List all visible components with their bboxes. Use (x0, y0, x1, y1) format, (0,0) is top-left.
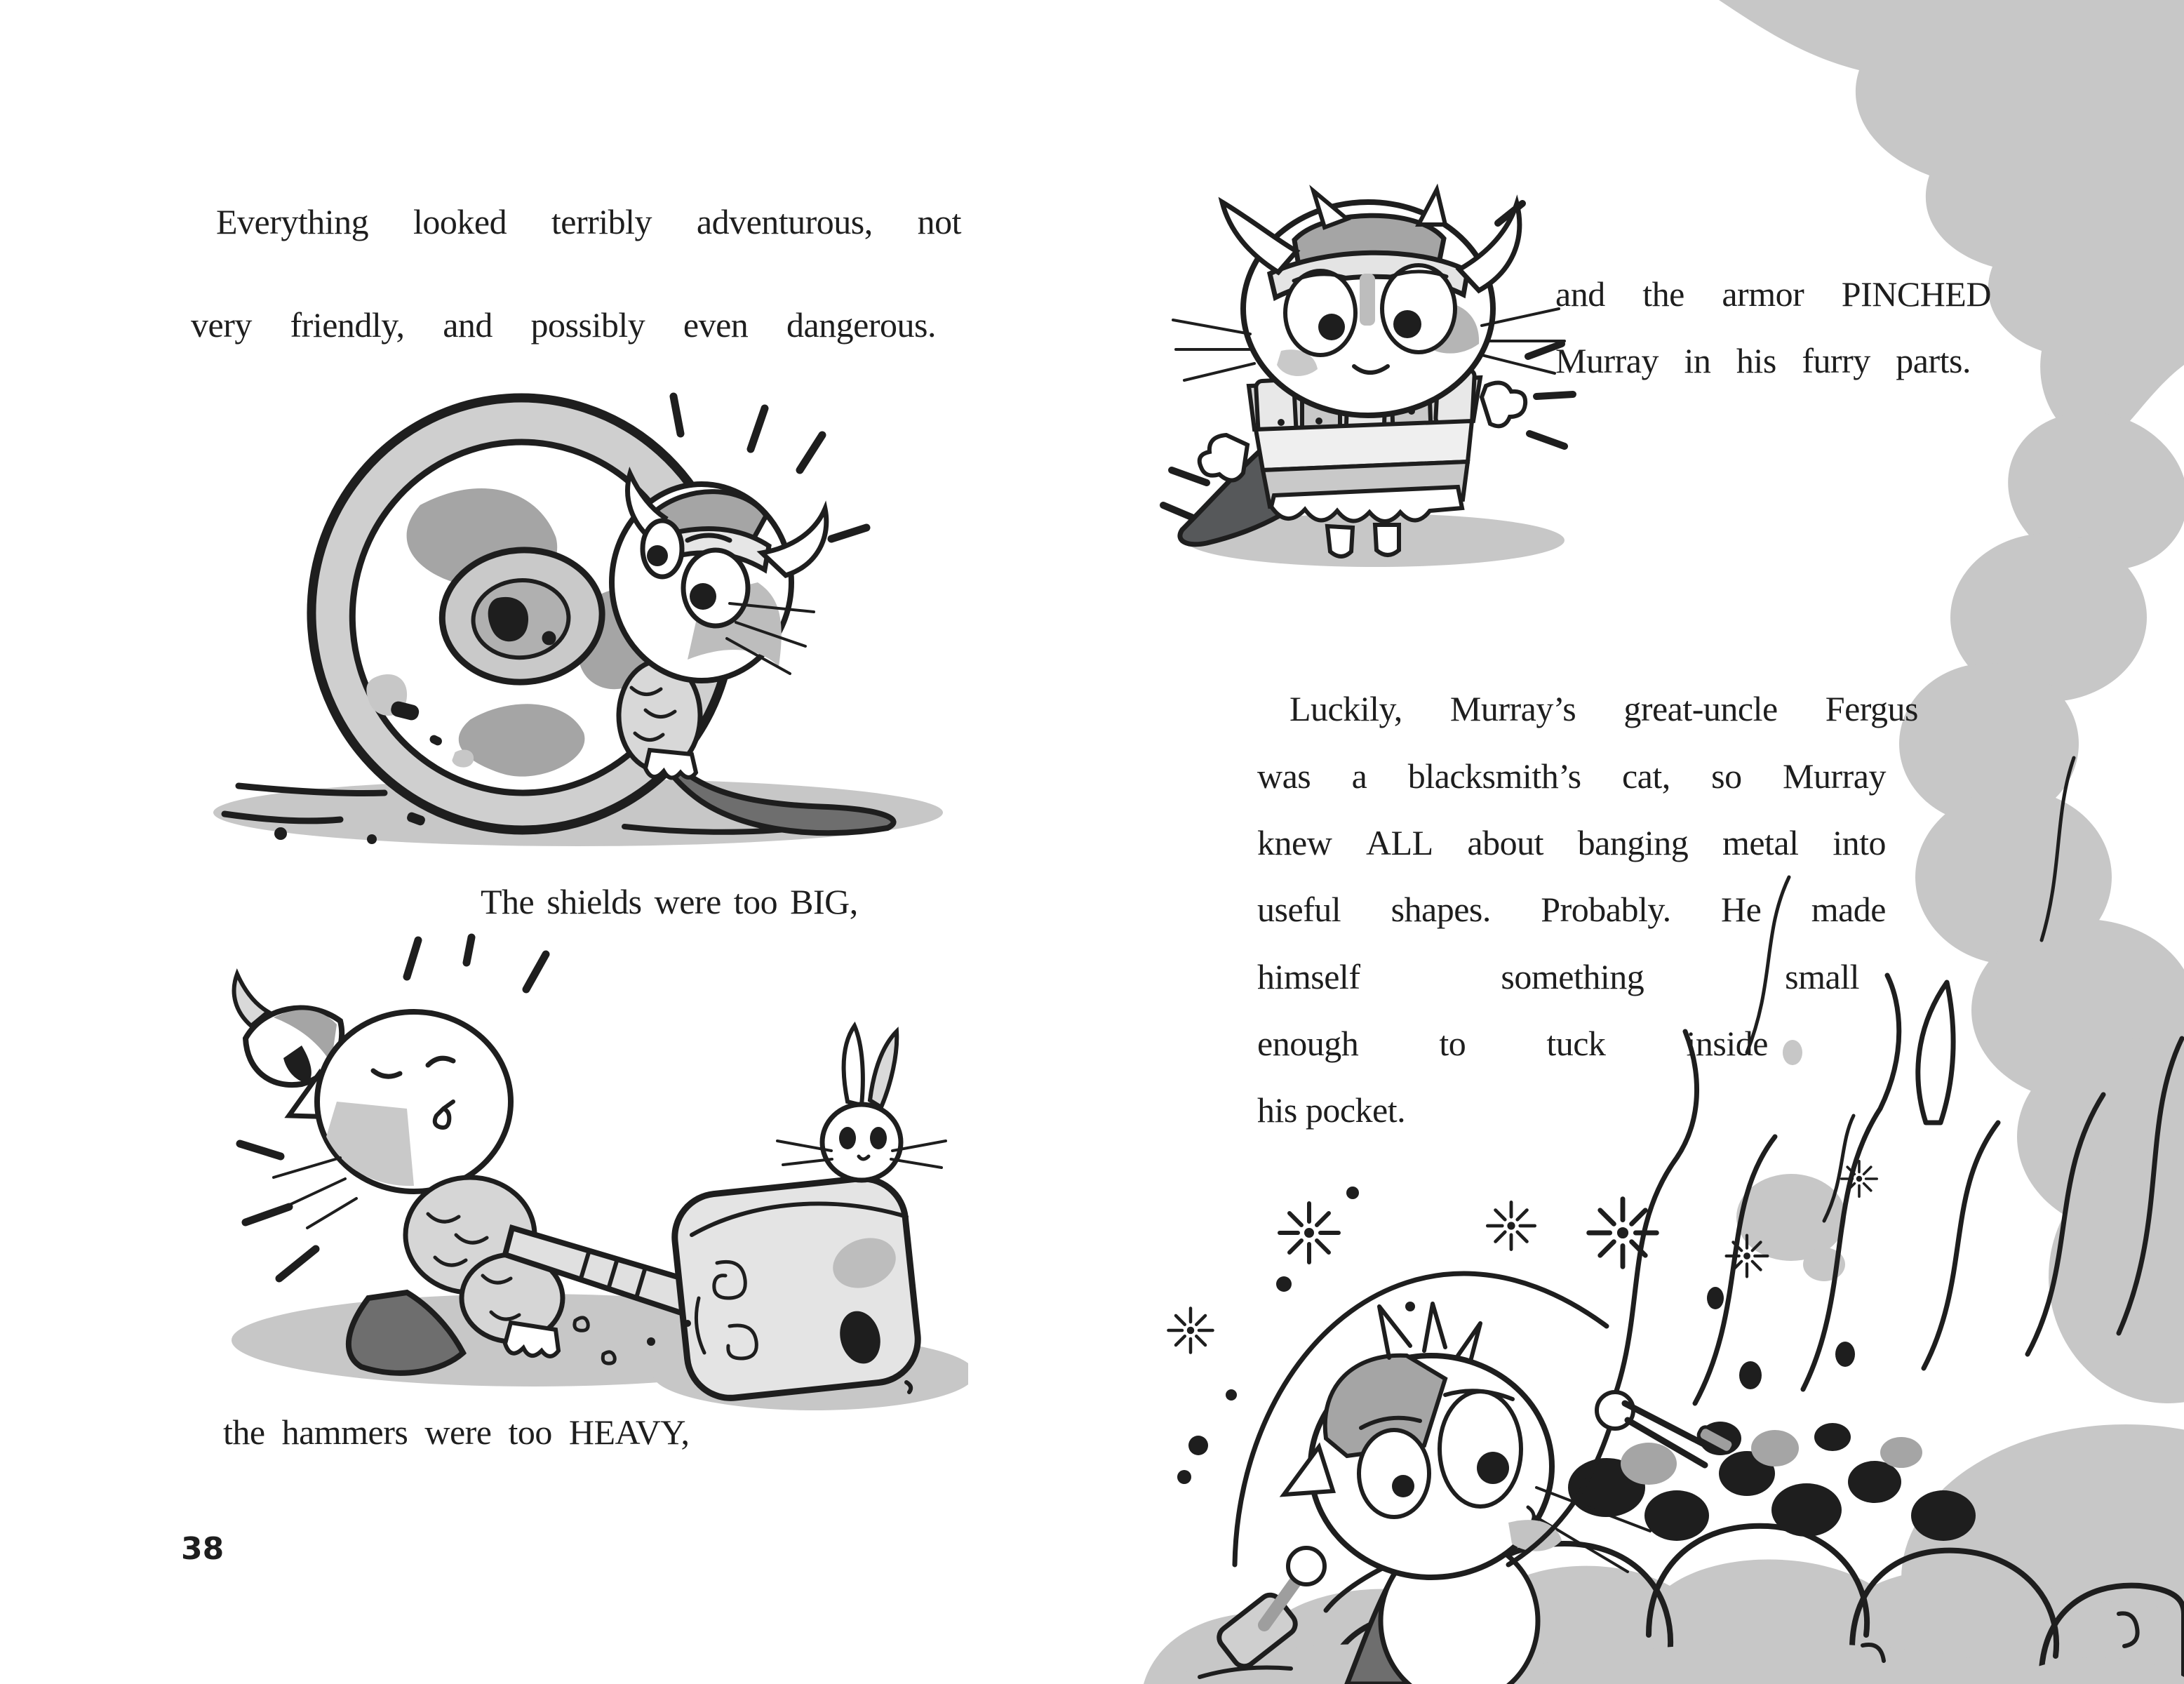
page-number: 38 (181, 1531, 225, 1567)
armor-caption-line-1: and the armor PINCHED (1555, 274, 1991, 314)
head-gray-patch (326, 1102, 414, 1186)
armor-caption-line-2: Murray in his furry parts. (1555, 341, 1971, 380)
ear-tuft (1419, 189, 1445, 225)
bunny-ear (870, 1031, 897, 1107)
bunny-icon (777, 1026, 946, 1180)
smoke-puff (1736, 1174, 1846, 1261)
hammer-head (671, 1175, 923, 1403)
far-eye (1359, 1430, 1429, 1517)
paragraph-line-1: Luckily, Murray’s great-uncle Fergus (1289, 689, 1918, 728)
paw (1288, 1548, 1325, 1584)
spark-icon (1169, 1309, 1213, 1353)
left-paw (1200, 435, 1247, 481)
right-paw (1482, 383, 1525, 427)
left-eye (1285, 271, 1355, 355)
near-eye (1440, 1391, 1521, 1506)
paragraph-line-2: was a blacksmith’s cat, so Murray (1257, 756, 1886, 796)
paragraph-line-6: enough to tuck inside (1257, 1024, 1768, 1063)
fur-tufts (1379, 1304, 1480, 1361)
right-eye (1382, 265, 1455, 352)
spark-icon (1842, 1161, 1877, 1196)
spark-icon (1487, 1202, 1534, 1249)
armored-kitten (1173, 189, 1565, 556)
hammer-cat-illustration (196, 933, 968, 1417)
intro-line-1: Everything looked terribly adventurous, not (216, 202, 961, 241)
hammers-caption: the hammers were too HEAVY, (223, 1412, 690, 1452)
paragraph-line-3: knew ALL about banging metal into (1257, 823, 1886, 862)
nose-guard (1360, 274, 1375, 326)
paragraph-line-7: his pocket. (1257, 1090, 1406, 1130)
paw (505, 1323, 558, 1356)
spark-icon (1589, 1199, 1657, 1267)
intro-line-2: very friendly, and possibly even dangerous. (191, 305, 936, 345)
cat-head (317, 1012, 511, 1191)
armor-cat-illustration (1144, 175, 1593, 582)
coals (1568, 1040, 1976, 1541)
shields-caption: The shields were too BIG, (481, 882, 858, 921)
bunny-ear (844, 1026, 863, 1105)
paragraph-line-4: useful shapes. Probably. He made (1257, 890, 1886, 929)
paragraph-line-5: himself something small (1257, 957, 1859, 996)
shield-cat-illustration (196, 365, 968, 856)
spark-icon (1280, 1203, 1339, 1262)
spark-icon (1727, 1236, 1768, 1277)
